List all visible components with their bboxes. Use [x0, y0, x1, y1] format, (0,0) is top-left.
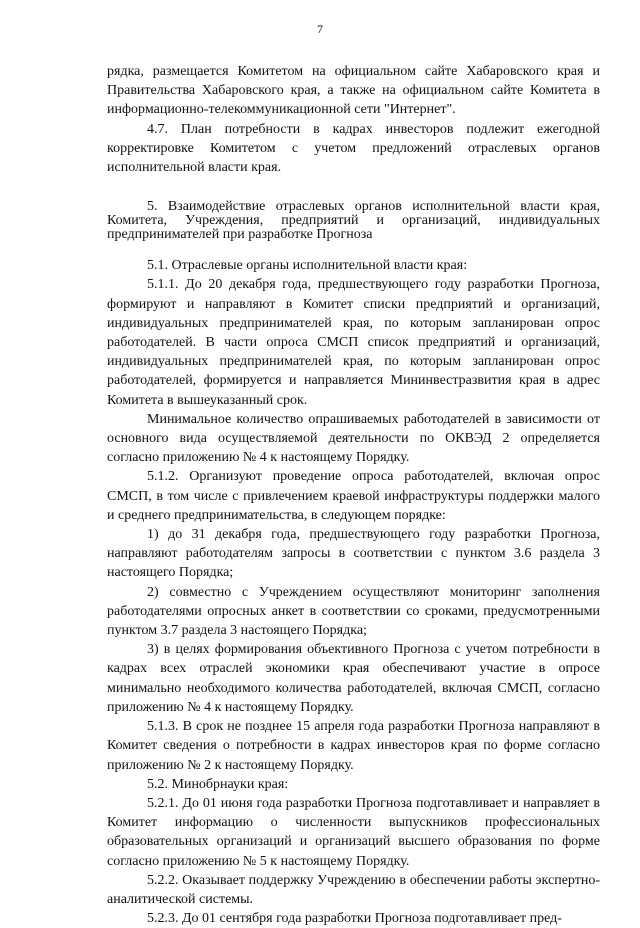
list-item-1: 1) до 31 декабря года, предшествующего году разработки Прогноза, направляют работодателям запросы в соответствии с пунктом 3.6 раздела 3 настоящего Порядка;: [107, 527, 600, 581]
paragraph-5-2: 5.2. Минобрнауки края:: [147, 776, 289, 792]
paragraph-5-2-1: 5.2.1. До 01 июня года разработки Прогноза подготавливает и направляет в Комитет информацию о численности выпускников профессиональных образовательных организаций и организаций высшего образования по форме согласно приложению № 5 к настоящему Порядку.: [107, 795, 600, 869]
paragraph-5-2-2: 5.2.2. Оказывает поддержку Учреждению в обеспечении работы экспертно-аналитической системы.: [107, 872, 600, 907]
paragraph-5-1-1: 5.1.1. До 20 декабря года, предшествующего году разработки Прогноза, формируют и направляют в Комитет списки предприятий и организаций, индивидуальных предпринимателей края, по которым запланирован опрос работодателей. В части опроса СМСП список предприятий и организаций, индивидуальных предпринимателей края, по которым запланирован опрос работодателей, формируется и направляется Мининвестразвития края в адрес Комитета в вышеуказанный срок.: [107, 277, 600, 408]
page-number: 7: [317, 22, 323, 36]
document-body: [107, 62, 600, 928]
list-item-3: 3) в целях формирования объективного Прогноза с учетом потребности в кадрах всех отраслей экономики края обеспечивают участие в опросе минимально необходимого количества работодателей, включая СМСП, согласно приложению № 4 к настоящему Порядку.: [107, 642, 600, 715]
paragraph-5-1-3: 5.1.3. В срок не позднее 15 апреля года разработки Прогноза направляют в Комитет сведения о потребности в кадрах инвесторов края по форме согласно приложению № 2 к настоящему Порядку.: [107, 719, 600, 773]
section-5-heading: 5. Взаимодействие отраслевых органов исполнительной власти края, Комитета, Учреждения, предприятий и организаций, индивидуальных предпринимателей при разработке Прогноза: [107, 199, 600, 243]
paragraph-5-1-2: 5.1.2. Организуют проведение опроса работодателей, включая опрос СМСП, в том числе с привлечением краевой инфраструктуры поддержки малого и среднего предпринимательства, в следующем порядке:: [107, 469, 600, 523]
paragraph-4-7: 4.7. План потребности в кадрах инвесторов подлежит ежегодной корректировке Комитетом с учетом предложений отраслевых органов исполнительной власти края.: [107, 121, 600, 176]
list-item-2: 2) совместно с Учреждением осуществляют мониторинг заполнения работодателями опросных анкет в соответствии со сроками, предусмотренными пунктом 3.7 раздела 3 настоящего Порядка;: [107, 584, 600, 639]
paragraph-min-employers: Минимальное количество опрашиваемых работодателей в зависимости от основного вида осуществляемой деятельности по ОКВЭД 2 определяется согласно приложению № 4 к настоящему Порядку.: [107, 411, 600, 466]
paragraph-5-2-3: 5.2.3. До 01 сентября года разработки Прогноза подготавливает пред-: [147, 911, 562, 927]
paragraph-5-1: 5.1. Отраслевые органы исполнительной власти края:: [147, 258, 468, 274]
paragraph-continuation: рядка, размещается Комитетом на официальном сайте Хабаровского края и Правительства Хабаровского края, а также на официальном сайте Комитета в информационно-телекоммуникационной сети "Интернет".: [107, 64, 600, 118]
